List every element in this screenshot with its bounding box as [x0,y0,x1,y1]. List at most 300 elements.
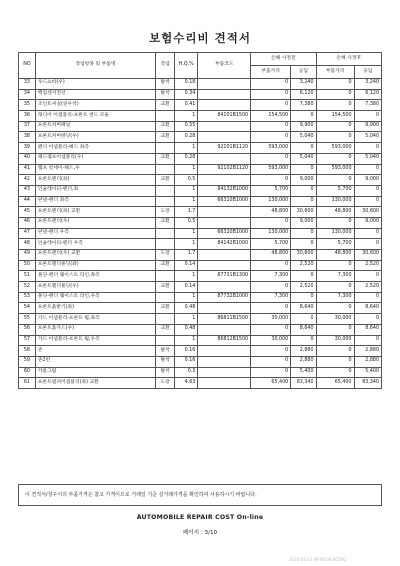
row-after-parts-price: 0 [316,356,354,367]
row-qty: 1.7 [175,207,198,218]
table-row [19,100,382,111]
row-after-parts-price: 0 [316,79,354,90]
row-work-type [156,228,175,239]
row-work-type: 도장 [156,250,175,261]
row-work-name: 프론트커버랜딩(우) [35,132,155,143]
row-part-code [198,153,251,164]
row-work-type: 탈착 [156,79,175,90]
row-qty: 0.5 [175,217,198,228]
row-after-parts-price: 5,700 [316,185,354,196]
row-before-parts-price: 130,000 [251,196,291,207]
row-before-parts-price: 0 [251,217,291,228]
row-work-name: 백업센서전선 [35,89,155,100]
row-after-labor: 0 [354,228,382,239]
row-after-labor: 2,880 [354,356,382,367]
row-part-code: 84132B1000 [198,185,251,196]
row-work-name: 프론트커버패널 [35,121,155,132]
row-after-parts-price: 0 [316,175,354,186]
table-row [19,207,382,218]
header-work: 작업 [156,53,175,79]
row-after-parts-price: 593,000 [316,164,354,175]
row-after-labor: 0 [354,314,382,325]
row-work-name: 판넬-펜더 우측 [35,228,155,239]
row-work-type: 도장 [156,207,175,218]
table-row [19,335,382,346]
row-work-name: 프론트범퍼어셈블리(좌) 교환 [35,378,155,389]
row-before-labor: 2,880 [291,346,316,357]
row-after-parts-price: 130,000 [316,228,354,239]
row-work-type: 교환 [156,153,175,164]
row-no: 42 [19,175,36,186]
row-before-labor: 0 [291,164,316,175]
header-qty: H,Q,% [175,53,198,79]
row-work-type: 교환 [156,132,175,143]
row-part-code [198,303,251,314]
row-after-labor: 0 [354,292,382,303]
table-row [19,153,382,164]
row-no: 37 [19,121,36,132]
row-after-labor: 5,400 [354,367,382,378]
row-no: 55 [19,314,36,325]
row-work-type: 탈착 [156,89,175,100]
row-before-labor: 5,040 [291,132,316,143]
row-after-labor: 9,900 [354,121,382,132]
row-qty: 1 [175,143,198,154]
table-row [19,185,382,196]
row-work-name: 조인트씨실(앞우착) [35,100,155,111]
row-after-labor: 0 [354,185,382,196]
row-after-parts-price: 7,300 [316,292,354,303]
header-work-name: 작업항목 및 부품명 [35,53,155,79]
row-no: 41 [19,164,36,175]
row-no: 47 [19,228,36,239]
row-no: 35 [19,100,36,111]
row-part-code: 92102B1120 [198,164,251,175]
row-qty: 0.14 [175,260,198,271]
row-after-labor: 30,600 [354,207,382,218]
row-qty: 1 [175,196,198,207]
row-after-parts-price: 0 [316,346,354,357]
row-before-labor: 0 [291,314,316,325]
table-row [19,314,382,325]
table-row [19,271,382,282]
row-part-code [198,250,251,261]
print-timestamp: 2020-01-02 09:40:08 ACD92 [289,557,347,562]
row-part-code: 84101B1500 [198,111,251,122]
row-work-name: 프론트펜더(좌) [35,175,155,186]
footer-title: AUTOMOBILE REPAIR COST On-line [136,514,264,521]
table-row [19,378,382,389]
row-part-code [198,378,251,389]
row-before-parts-price: 0 [251,79,291,90]
table-row [19,346,382,357]
row-work-name: 프론트흙받기(좌) [35,303,155,314]
row-before-parts-price: 130,000 [251,228,291,239]
row-before-labor: 30,600 [291,207,316,218]
row-part-code [198,324,251,335]
row-part-code: 84142B1000 [198,239,251,250]
row-part-code [198,79,251,90]
row-work-type [156,271,175,282]
row-work-type: 탈착 [156,356,175,367]
row-after-labor: 6,120 [354,89,382,100]
table-row [19,79,382,90]
row-no: 60 [19,367,36,378]
row-work-name: 펜더 어셈블리-헤드 좌측 [35,143,155,154]
row-before-parts-price: 5,700 [251,185,291,196]
row-no: 54 [19,303,36,314]
row-qty: 0.48 [175,303,198,314]
row-after-labor: 9,000 [354,175,382,186]
row-before-labor: 83,340 [291,378,316,389]
row-qty: 1 [175,239,198,250]
disclaimer-note: 이 견적서/청구서의 부품가격은 참고 가격이므로 거래일 기준 실거래가격을 확인하여 사용하시기 바랍니다. [18,484,382,506]
table-row [19,292,382,303]
row-work-name: 프론트펜더(우) [35,217,155,228]
row-before-labor: 0 [291,228,316,239]
row-before-labor: 7,380 [291,100,316,111]
row-work-type: 교환 [156,175,175,186]
row-after-labor: 2,520 [354,282,382,293]
row-before-parts-price: 0 [251,324,291,335]
row-before-labor: 3,240 [291,79,316,90]
row-work-type [156,164,175,175]
row-work-type [156,292,175,303]
row-before-labor: 0 [291,143,316,154]
row-work-type: 탈착 [156,367,175,378]
row-work-type [156,239,175,250]
row-no: 44 [19,196,36,207]
row-after-parts-price: 0 [316,132,354,143]
row-before-labor: 6,120 [291,89,316,100]
header-before-group: 손해 사정전 [251,53,316,66]
row-no: 57 [19,335,36,346]
row-work-type: 교환 [156,260,175,271]
row-qty: 1 [175,164,198,175]
row-work-name: 프론트휀더몰딩(좌) [35,260,155,271]
row-work-name: 인슐레이터-펜더 우측 [35,239,155,250]
row-part-code: 87732B1000 [198,292,251,303]
row-work-name: 램프 앗세이-헤드,우 [35,164,155,175]
row-before-labor: 0 [291,111,316,122]
row-work-type: 교환 [156,217,175,228]
row-before-parts-price: 48,800 [251,250,291,261]
row-no: 45 [19,207,36,218]
row-after-parts-price: 5,700 [316,239,354,250]
table-row [19,217,382,228]
row-after-labor: 2,880 [354,346,382,357]
row-after-parts-price: 0 [316,324,354,335]
row-before-labor: 0 [291,335,316,346]
row-before-parts-price: 30,000 [251,335,291,346]
header-before-parts-price: 부품가격 [251,66,291,79]
row-no: 46 [19,217,36,228]
row-no: 38 [19,132,36,143]
row-after-labor: 30,600 [354,250,382,261]
row-before-labor: 30,600 [291,250,316,261]
row-no: 61 [19,378,36,389]
row-after-parts-price: 48,800 [316,250,354,261]
row-qty: 1 [175,335,198,346]
row-after-labor: 0 [354,239,382,250]
row-before-parts-price: 0 [251,303,291,314]
row-qty: 0.28 [175,132,198,143]
row-before-labor: 0 [291,271,316,282]
row-after-parts-price: 154,500 [316,111,354,122]
row-after-parts-price: 593,000 [316,143,354,154]
table-row [19,196,382,207]
row-part-code: 66320B1000 [198,228,251,239]
row-after-labor: 9,000 [354,217,382,228]
table-row [19,250,382,261]
row-part-code [198,89,251,100]
row-part-code [198,217,251,228]
row-work-name: 가드 어셈블리-프론트 휠,좌측 [35,314,155,325]
row-qty: 1 [175,314,198,325]
document-title: 보험수리비 견적서 [149,31,251,45]
header-after-group: 손해 사정후 [316,53,381,66]
table-row [19,324,382,335]
header-part-code: 부품코드 [198,53,251,79]
row-after-labor: 5,040 [354,132,382,143]
row-work-name: 인슐레이터-펜더,좌 [35,185,155,196]
row-after-parts-price: 7,300 [316,271,354,282]
row-after-parts-price: 0 [316,282,354,293]
row-before-parts-price: 593,000 [251,164,291,175]
page-number: 페이지 : 3/10 [182,530,218,536]
row-before-parts-price: 65,400 [251,378,291,389]
row-part-code [198,121,251,132]
row-after-labor: 0 [354,196,382,207]
table-row [19,282,382,293]
row-qty: 1 [175,185,198,196]
row-before-labor: 0 [291,292,316,303]
row-work-name: 프론트펜더(우) 교환 [35,250,155,261]
row-work-type [156,185,175,196]
row-after-parts-price: 0 [316,121,354,132]
row-work-type: 교환 [156,100,175,111]
row-no: 50 [19,260,36,271]
row-work-name: 존 [35,346,155,357]
row-no: 36 [19,111,36,122]
row-no: 58 [19,346,36,357]
row-work-type: 탈착 [156,346,175,357]
row-no: 49 [19,250,36,261]
row-after-parts-price: 0 [316,260,354,271]
row-qty: 4.63 [175,378,198,389]
row-before-parts-price: 0 [251,100,291,111]
row-after-parts-price: 30,000 [316,335,354,346]
row-before-parts-price: 7,300 [251,292,291,303]
row-part-code [198,207,251,218]
row-before-parts-price: 0 [251,367,291,378]
row-work-name: 프론트휀더몰딩(우) [35,282,155,293]
row-qty: 0.41 [175,100,198,111]
row-qty: 0.16 [175,346,198,357]
row-before-labor: 9,000 [291,217,316,228]
table-row [19,132,382,143]
row-work-type: 교환 [156,324,175,335]
row-after-labor: 3,240 [354,79,382,90]
row-no: 51 [19,271,36,282]
row-before-labor: 0 [291,185,316,196]
table-row [19,89,382,100]
row-qty: 0.48 [175,324,198,335]
row-part-code [198,367,251,378]
row-after-labor: 0 [354,164,382,175]
row-work-type: 교환 [156,121,175,132]
row-no: 43 [19,185,36,196]
row-before-parts-price: 0 [251,153,291,164]
row-before-labor: 0 [291,196,316,207]
row-qty: 0.3 [175,367,198,378]
row-qty: 1 [175,228,198,239]
estimate-rows [19,79,382,389]
row-work-type: 교환 [156,303,175,314]
row-qty: 1 [175,292,198,303]
row-after-parts-price: 0 [316,367,354,378]
row-qty: 0.55 [175,121,198,132]
row-qty: 0.5 [175,175,198,186]
row-after-parts-price: 30,000 [316,314,354,325]
row-work-name: 카롬그람 [35,367,155,378]
table-row [19,164,382,175]
row-part-code [198,282,251,293]
row-after-labor: 8,640 [354,324,382,335]
row-no: 56 [19,324,36,335]
row-no: 52 [19,282,36,293]
row-part-code: 66310B1000 [198,196,251,207]
row-after-parts-price: 0 [316,217,354,228]
row-qty: 1 [175,271,198,282]
row-after-labor: 2,520 [354,260,382,271]
row-before-parts-price: 0 [251,260,291,271]
row-work-type [156,314,175,325]
header-after-parts-price: 부품가격 [316,66,354,79]
row-work-type: 교환 [156,282,175,293]
table-row [19,239,382,250]
row-before-labor: 5,040 [291,153,316,164]
row-work-type: 도장 [156,378,175,389]
row-part-code [198,132,251,143]
row-no: 40 [19,153,36,164]
row-before-parts-price: 593,000 [251,143,291,154]
table-row [19,143,382,154]
row-before-parts-price: 0 [251,89,291,100]
row-qty: 0.34 [175,89,198,100]
row-after-parts-price: 65,400 [316,378,354,389]
row-before-labor: 9,900 [291,121,316,132]
table-row [19,121,382,132]
row-before-parts-price: 0 [251,356,291,367]
table-row [19,111,382,122]
row-part-code [198,100,251,111]
row-before-labor: 5,400 [291,367,316,378]
row-after-labor: 7,380 [354,100,382,111]
row-before-parts-price: 7,300 [251,271,291,282]
row-after-labor: 0 [354,335,382,346]
row-part-code: 86811B1500 [198,314,251,325]
row-work-type [156,111,175,122]
row-work-name: 판넬-펜더 좌측 [35,196,155,207]
row-part-code: 87731B1300 [198,271,251,282]
header-no: NO [19,53,36,79]
row-work-name: 가드 어셈블리-프론트 휠,우측 [35,335,155,346]
row-after-labor: 8,640 [354,303,382,314]
row-after-parts-price: 0 [316,89,354,100]
row-qty: 0.18 [175,79,198,90]
row-work-name: 헤드램프어셈블리(우) [35,153,155,164]
row-after-labor: 0 [354,271,382,282]
row-work-name: 우드쇼바(우) [35,79,155,90]
row-before-parts-price: 0 [251,121,291,132]
row-work-name: 래디어 어셈블리-프론트 엔드 모듈 [35,111,155,122]
table-row [19,228,382,239]
row-before-labor: 2,520 [291,282,316,293]
row-after-parts-price: 0 [316,303,354,314]
row-before-parts-price: 48,800 [251,207,291,218]
row-after-labor: 0 [354,143,382,154]
row-before-labor: 8,640 [291,303,316,314]
row-before-parts-price: 0 [251,132,291,143]
row-after-parts-price: 0 [316,100,354,111]
row-before-parts-price: 0 [251,175,291,186]
row-after-labor: 0 [354,111,382,122]
row-before-parts-price: 0 [251,282,291,293]
row-before-parts-price: 30,000 [251,314,291,325]
table-row [19,260,382,271]
row-work-type [156,196,175,207]
header-before-labor: 공임 [291,66,316,79]
row-qty: 1 [175,111,198,122]
row-work-name: 몰딩-펜더 웨이스트 라인,좌측 [35,271,155,282]
table-row [19,356,382,367]
row-work-name: 프론트펜더(좌) 교환 [35,207,155,218]
row-no: 48 [19,239,36,250]
row-part-code: 86812B1500 [198,335,251,346]
row-work-name: 프론트흙가드(우) [35,324,155,335]
row-before-parts-price: 5,700 [251,239,291,250]
row-before-labor: 9,000 [291,175,316,186]
row-no: 33 [19,79,36,90]
row-no: 34 [19,89,36,100]
row-after-labor: 5,040 [354,153,382,164]
row-part-code: 92101B1120 [198,143,251,154]
row-work-type [156,143,175,154]
row-after-labor: 83,340 [354,378,382,389]
row-before-labor: 0 [291,239,316,250]
row-after-parts-price: 130,000 [316,196,354,207]
row-no: 53 [19,292,36,303]
row-qty: 0.14 [175,282,198,293]
row-before-labor: 2,520 [291,260,316,271]
table-row [19,367,382,378]
row-work-name: 몰딩-펜더 웨이스트 라인,우측 [35,292,155,303]
row-qty: 0.16 [175,356,198,367]
row-part-code [198,175,251,186]
header-after-labor: 공임 [354,66,382,79]
row-part-code [198,356,251,367]
row-work-type [156,335,175,346]
row-after-parts-price: 48,800 [316,207,354,218]
row-part-code [198,260,251,271]
row-before-labor: 8,640 [291,324,316,335]
row-before-labor: 2,880 [291,356,316,367]
row-no: 59 [19,356,36,367]
estimate-table [18,52,382,389]
table-row [19,303,382,314]
row-before-parts-price: 154,500 [251,111,291,122]
